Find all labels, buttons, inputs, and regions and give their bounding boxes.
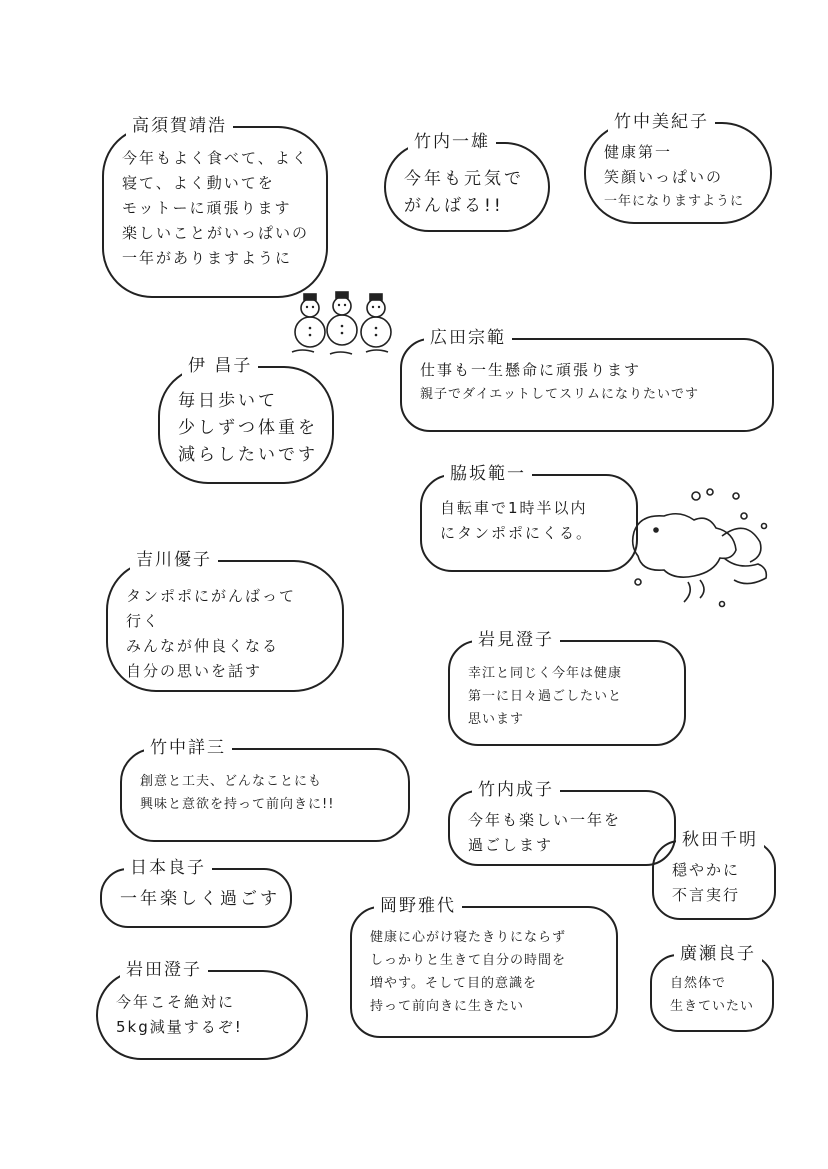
message-line: 一年になりますように xyxy=(604,194,745,209)
message-line: 行く xyxy=(126,612,161,630)
author-name: 竹中美紀子 xyxy=(608,111,715,133)
message-line: 5kg減量するぞ! xyxy=(116,1018,243,1036)
author-name: 竹内成子 xyxy=(472,779,560,801)
message-bubble xyxy=(350,896,618,1038)
message-line: 少しずつ体重を xyxy=(178,418,318,438)
message-line: 毎日歩いて xyxy=(178,391,278,411)
message-bubble xyxy=(420,464,638,572)
message-line: にタンポポにくる。 xyxy=(440,524,594,542)
author-name: 岩見澄子 xyxy=(472,629,560,651)
message-line: しっかりと生きて自分の時間を xyxy=(370,953,567,968)
message-line: 思います xyxy=(468,712,525,727)
message-bubble xyxy=(100,858,292,928)
author-name: 広田宗範 xyxy=(424,327,512,349)
message-line: 幸江と同じく今年は健康 xyxy=(468,666,623,681)
message-line: 親子でダイエットしてスリムになりたいです xyxy=(420,387,699,402)
message-bubble xyxy=(384,132,550,232)
message-bubble xyxy=(102,116,328,298)
message-line: 創意と工夫、どんなことにも xyxy=(140,774,323,789)
message-line: 今年もよく食べて、よく xyxy=(122,149,309,167)
author-name: 吉川優子 xyxy=(130,549,218,571)
author-name: 竹内一雄 xyxy=(408,131,496,153)
message-line: 健康第一 xyxy=(604,143,673,161)
message-bubble xyxy=(584,112,772,224)
message-line: 今年も楽しい一年を xyxy=(468,811,622,829)
message-line: 過ごします xyxy=(468,836,554,854)
message-line: 一年がありますように xyxy=(122,249,293,267)
message-line: 持って前向きに生きたい xyxy=(370,999,525,1014)
message-bubble xyxy=(448,780,676,866)
message-bubble xyxy=(448,630,686,746)
message-bubble xyxy=(120,738,410,842)
message-line: 今年こそ絶対に xyxy=(116,993,236,1011)
author-name: 秋田千明 xyxy=(676,829,764,851)
message-line: 第一に日々過ごしたいと xyxy=(468,689,623,704)
three-snowmen-icon xyxy=(282,288,408,360)
message-line: 今年も元気で xyxy=(404,169,524,189)
message-line: 一年楽しく過ごす xyxy=(120,889,280,909)
message-line: 減らしたいです xyxy=(178,445,318,465)
message-line: みんなが仲良くなる xyxy=(126,637,280,655)
message-line: 自転車で1時半以内 xyxy=(440,499,588,517)
author-name: 岩田澄子 xyxy=(120,959,208,981)
message-bubble xyxy=(652,830,776,920)
author-name: 高須賀靖浩 xyxy=(126,115,233,137)
message-bubble xyxy=(400,328,774,432)
message-bubble xyxy=(106,550,344,692)
message-line: 健康に心がけ寝たきりにならず xyxy=(370,930,567,945)
message-line: がんばる!! xyxy=(404,196,504,216)
message-line: 穏やかに xyxy=(672,861,741,879)
message-line: 自然体で xyxy=(670,976,727,991)
message-line: 興味と意欲を持って前向きに!! xyxy=(140,797,335,812)
message-line: モットーに頑張ります xyxy=(122,199,292,217)
message-line: 笑顔いっぱいの xyxy=(604,168,724,186)
author-name: 伊 昌子 xyxy=(182,355,258,377)
dragon-doodle-icon xyxy=(626,486,772,610)
author-name: 竹中詳三 xyxy=(144,737,232,759)
message-line: 生きていたい xyxy=(670,999,755,1014)
message-line: 自分の思いを話す xyxy=(126,662,263,680)
message-bubble xyxy=(96,960,308,1060)
author-name: 日本良子 xyxy=(124,857,212,879)
message-bubble xyxy=(158,356,334,484)
author-name: 脇坂範一 xyxy=(444,463,532,485)
author-name: 岡野雅代 xyxy=(374,895,462,917)
message-line: 仕事も一生懸命に頑張ります xyxy=(420,361,642,379)
message-line: 不言実行 xyxy=(672,886,741,904)
message-line: 寝て、よく動いてを xyxy=(122,174,275,192)
message-line: タンポポにがんばって xyxy=(126,587,297,605)
message-line: 増やす。そして目的意識を xyxy=(370,976,537,991)
author-name: 廣瀬良子 xyxy=(674,943,762,965)
message-line: 楽しいことがいっぱいの xyxy=(122,224,310,242)
message-bubble xyxy=(650,944,774,1032)
